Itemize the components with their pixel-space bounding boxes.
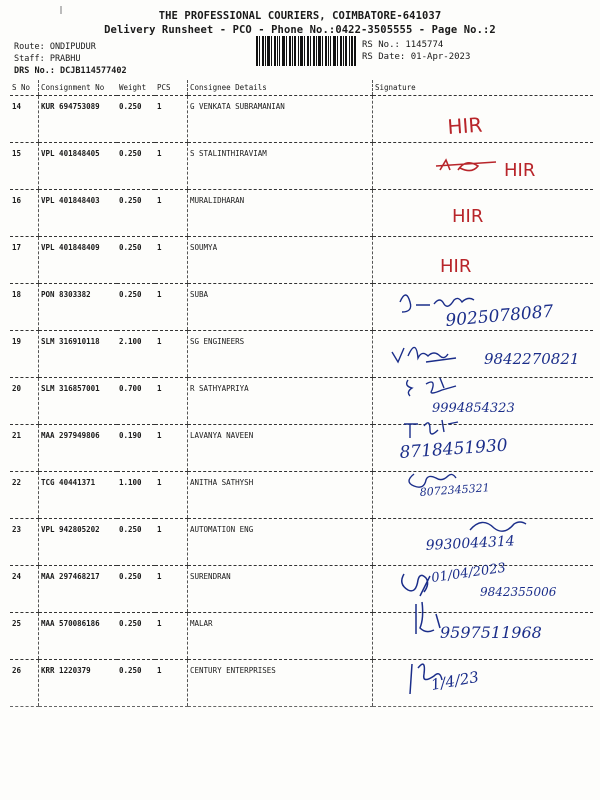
consignee-name: S STALINTHIRAVIAM <box>188 143 373 190</box>
delivery-date-handwritten: 1/4/23 <box>429 667 481 694</box>
serial-number: 22 <box>10 472 39 519</box>
consignment-number: PON 8303382 <box>39 284 118 331</box>
signature-cell <box>373 331 594 378</box>
consignee-name: MURALIDHARAN <box>188 190 373 237</box>
col-header-consignment: Consignment No <box>39 80 118 96</box>
weight-value: 0.700 <box>117 378 155 425</box>
hir-mark: HIR <box>446 112 484 139</box>
consignment-number: SLM 316910118 <box>39 331 118 378</box>
consignee-name: LAVANYA NAVEEN <box>188 425 373 472</box>
serial-number: 18 <box>10 284 39 331</box>
phone-number-handwritten: 9597511968 <box>440 623 542 642</box>
pieces-count: 1 <box>155 143 188 190</box>
signature-cell <box>373 519 594 566</box>
pieces-count: 1 <box>155 284 188 331</box>
rs-date: RS Date: 01-Apr-2023 <box>362 52 471 62</box>
weight-value: 0.190 <box>117 425 155 472</box>
weight-value: 0.250 <box>117 613 155 660</box>
staff-label: Staff: PRABHU <box>14 54 81 64</box>
consignee-name: R SATHYAPRIYA <box>188 378 373 425</box>
consignment-number: TCG 40441371 <box>39 472 118 519</box>
weight-value: 0.250 <box>117 143 155 190</box>
serial-number: 21 <box>10 425 39 472</box>
consignment-number: MAA 297468217 <box>39 566 118 613</box>
signature-cell <box>373 566 594 613</box>
weight-value: 0.250 <box>117 566 155 613</box>
document-subtitle: Delivery Runsheet - PCO - Phone No.:0422-3505555 - Page No.:2 <box>104 24 496 36</box>
table-row <box>10 143 593 190</box>
pieces-count: 1 <box>155 237 188 284</box>
consignee-name: SUBA <box>188 284 373 331</box>
runsheet-table <box>10 80 593 707</box>
col-header-pcs: PCS <box>155 80 188 96</box>
serial-number: 26 <box>10 660 39 707</box>
consignment-number: MAA 570086186 <box>39 613 118 660</box>
table-row <box>10 519 593 566</box>
table-row <box>10 660 593 707</box>
serial-number: 14 <box>10 96 39 143</box>
consignee-name: SURENDRAN <box>188 566 373 613</box>
signature-cell <box>373 613 594 660</box>
phone-number-handwritten: 9025078087 <box>444 301 555 331</box>
consignee-name: AUTOMATION ENG <box>188 519 373 566</box>
consignment-number: VPL 401848409 <box>39 237 118 284</box>
signature-cell <box>373 96 594 143</box>
weight-value: 0.250 <box>117 519 155 566</box>
pieces-count: 1 <box>155 190 188 237</box>
table-header-row <box>10 80 593 96</box>
weight-value: 0.250 <box>117 237 155 284</box>
pieces-count: 1 <box>155 425 188 472</box>
serial-number: 20 <box>10 378 39 425</box>
consignment-number: MAA 297949806 <box>39 425 118 472</box>
rs-number: RS No.: 1145774 <box>362 40 444 50</box>
table-row <box>10 378 593 425</box>
weight-value: 0.250 <box>117 284 155 331</box>
signature-cell <box>373 237 594 284</box>
weight-value: 0.250 <box>117 660 155 707</box>
hir-mark: HIR <box>452 206 484 227</box>
hir-mark: HIR <box>504 160 536 181</box>
signature-cell <box>373 143 594 190</box>
serial-number: 23 <box>10 519 39 566</box>
barcode-icon <box>256 36 356 66</box>
pieces-count: 1 <box>155 613 188 660</box>
consignment-number: VPL 942805202 <box>39 519 118 566</box>
pieces-count: 1 <box>155 378 188 425</box>
consignment-number: KUR 694753089 <box>39 96 118 143</box>
phone-number-handwritten: 8072345321 <box>419 481 491 499</box>
col-header-signature: Signature <box>373 80 594 96</box>
table-row <box>10 284 593 331</box>
consignment-number: VPL 401848405 <box>39 143 118 190</box>
consignee-name: CENTURY ENTERPRISES <box>188 660 373 707</box>
phone-number-handwritten: 9994854323 <box>432 401 515 416</box>
signature-cell <box>373 378 594 425</box>
serial-number: 19 <box>10 331 39 378</box>
table-body <box>10 96 593 707</box>
serial-number: 16 <box>10 190 39 237</box>
table-row <box>10 190 593 237</box>
signature-cell <box>373 190 594 237</box>
document-title: THE PROFESSIONAL COURIERS, COIMBATORE-641037 <box>158 10 442 22</box>
consignment-number: SLM 316857001 <box>39 378 118 425</box>
phone-number-handwritten: 9842355006 <box>480 585 557 599</box>
drs-number: DRS No.: DCJB114577402 <box>14 66 127 76</box>
table-row <box>10 96 593 143</box>
table-row <box>10 472 593 519</box>
table-row <box>10 566 593 613</box>
pieces-count: 1 <box>155 472 188 519</box>
pieces-count: 1 <box>155 566 188 613</box>
phone-number-handwritten: 9930044314 <box>425 533 516 554</box>
consignment-number: KRR 1220379 <box>39 660 118 707</box>
pieces-count: 1 <box>155 660 188 707</box>
table-row <box>10 237 593 284</box>
col-header-sno: S No <box>10 80 39 96</box>
consignee-name: SG ENGINEERS <box>188 331 373 378</box>
serial-number: 17 <box>10 237 39 284</box>
delivery-date-handwritten: 01/04/2023 <box>430 560 507 586</box>
serial-number: 15 <box>10 143 39 190</box>
hir-mark: HIR <box>440 256 472 277</box>
consignee-name: MALAR <box>188 613 373 660</box>
pieces-count: 1 <box>155 519 188 566</box>
pieces-count: 1 <box>155 96 188 143</box>
col-header-details: Consignee Details <box>188 80 373 96</box>
weight-value: 2.100 <box>117 331 155 378</box>
consignee-name: G VENKATA SUBRAMANIAN <box>188 96 373 143</box>
serial-number: 25 <box>10 613 39 660</box>
weight-value: 0.250 <box>117 96 155 143</box>
consignee-name: SOUMYA <box>188 237 373 284</box>
phone-number-handwritten: 8718451930 <box>398 435 509 463</box>
pieces-count: 1 <box>155 331 188 378</box>
signature-cell <box>373 425 594 472</box>
col-header-weight: Weight <box>117 80 155 96</box>
serial-number: 24 <box>10 566 39 613</box>
route-label: Route: ONDIPUDUR <box>14 42 96 52</box>
table-row <box>10 425 593 472</box>
weight-value: 0.250 <box>117 190 155 237</box>
phone-number-handwritten: 9842270821 <box>484 350 580 368</box>
signature-cell <box>373 472 594 519</box>
signature-cell <box>373 284 594 331</box>
consignment-number: VPL 401848403 <box>39 190 118 237</box>
consignee-name: ANITHA SATHYSH <box>188 472 373 519</box>
table-row <box>10 613 593 660</box>
signature-cell <box>373 660 594 707</box>
table-row <box>10 331 593 378</box>
weight-value: 1.100 <box>117 472 155 519</box>
